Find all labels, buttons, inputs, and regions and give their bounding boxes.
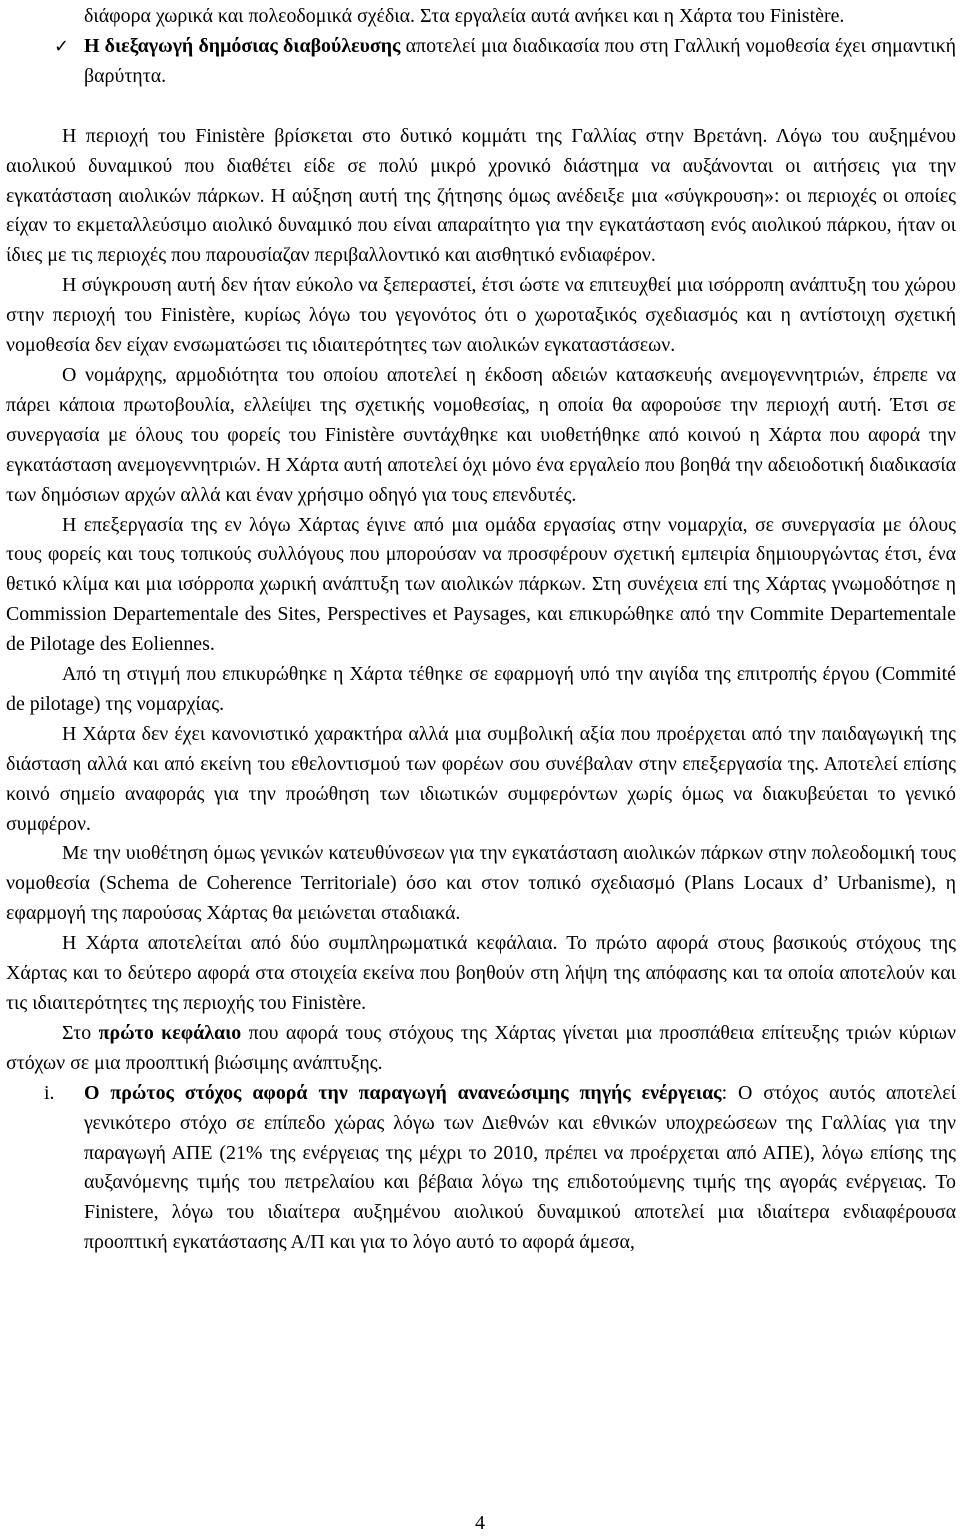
paragraph: Η Χάρτα δεν έχει κανονιστικό χαρακτήρα αλλά μια συμβολική αξία που προέρχεται από την παιδαγωγική της διάσταση αλλά και από εκείνη του εθελοντισμού των φορέων σου συνέβαλαν στην επεξεργασία της. Αποτελεί επίσης κοινό σημείο αναφοράς για την προώθηση των ιδιωτικών συμφερόντων χωρίς όμως να διακυβεύεται το γενικό συμφέρον. — [6, 722, 956, 835]
paragraph: Ο νομάρχης, αρμοδιότητα του οποίου αποτελεί η έκδοση αδειών κατασκευής ανεμογεννητριών, έπρεπε να πάρει κάποια πρωτοβουλία, ελλείψει της σχετικής νομοθεσίας, η οποία θα αφορούσε την περιοχή αυτή. Έτσι σε συνεργασία με όλους του φορείς του Finistère συντάχθηκε και υιοθετήθηκε από κοινού η Χάρτα που αφορά την εγκατάσταση ανεμογεννητριών. Η Χάρτα αυτή αποτελεί όχι μόνο ένα εργαλείο που βοηθά την αδειοδοτική διαδικασία των δημόσιων αρχών αλλά και έναν χρήσιμο οδηγό για τους επενδυτές. — [6, 363, 956, 506]
document-body — [6, 2, 956, 1258]
bullet-item — [6, 32, 956, 92]
paragraph: Η περιοχή του Finistère βρίσκεται στο δυτικό κομμάτι της Γαλλίας στην Βρετάνη. Λόγω του αυξημένου αιολικού δυναμικού που διαθέτει είδε σε πολύ μικρό χρονικό διάστημα να αυξάνονται οι αιτήσεις για την εγκατάσταση αιολικών πάρκων. Η αύξηση αυτή της ζήτησης όμως ανέδειξε μια «σύγκρουση»: οι περιοχές οι οποίες είχαν το εκμεταλλεύσιμο αιολικό δυναμικό που είναι απαραίτητο για την εγκατάσταση ενός αιολικού πάρκου, ήταν οι ίδιες με τις περιοχές που παρουσίαζαν περιβαλλοντικό και αισθητικό ενδιαφέρον. — [6, 124, 956, 267]
chapter-bold-text: πρώτο κεφάλαιο — [98, 1021, 242, 1044]
checkmark-icon: ✓ — [54, 35, 70, 57]
paragraph: Η επεξεργασία της εν λόγω Χάρτας έγινε από μια ομάδα εργασίας στην νομαρχία, σε συνεργασία με όλους τους φορείς και τους τοπικούς συλλόγους που μπορούσαν να προσφέρουν σχετική εμπειρία δημιουργώντας έτσι, ένα θετικό κλίμα και μια ισόρροπα χωρική ανάπτυξη των αιολικών πάρκων. Στη συνέχεια επί της Χάρτας γνωμοδότησε η Commission Departementale des Sites, Perspectives et Paysages, και επικυρώθηκε από την Commite Departementale de Pilotage des Eoliennes. — [6, 513, 956, 656]
list-marker: i. — [44, 1081, 55, 1104]
paragraph: Με την υιοθέτηση όμως γενικών κατευθύνσεων για την εγκατάσταση αιολικών πάρκων στην πολεοδομική τους νομοθεσία (Schema de Coherence Territoriale) όσο και στον τοπικό σχεδιασμό (Plans Locaux d’ Urbanisme), η εφαρμογή της παρούσας Χάρτας θα μειώνεται σταδιακά. — [6, 842, 956, 925]
chapter-text-before: Στο — [62, 1021, 99, 1044]
chapter-paragraph — [6, 1019, 956, 1079]
chapter-text-after: που αφορά τους στόχους της Χάρτας γίνεται μια προσπάθεια επίτευξης τριών κύριων στόχων σε μια προοπτική βιώσιμης ανάπτυξης. — [6, 1021, 956, 1074]
spacer — [6, 92, 956, 122]
paragraph: Η Χάρτα αποτελείται από δύο συμπληρωματικά κεφάλαια. Το πρώτο αφορά στους βασικούς στόχους της Χάρτας και το δεύτερο αφορά στα στοιχεία εκείνα που βοηθούν στη λήψη της απόφασης και τα οποία αποτελούν και τις ιδιαιτερότητες της περιοχής του Finistère. — [6, 932, 956, 1014]
list-item-bold-text: Ο πρώτος στόχος αφορά την παραγωγή ανανεώσιμης πηγής ενέργειας — [84, 1081, 722, 1104]
bullet-bold-text: Η διεξαγωγή δημόσιας διαβούλευσης — [84, 34, 401, 57]
paragraph: Από τη στιγμή που επικυρώθηκε η Χάρτα τέθηκε σε εφαρμογή υπό την αιγίδα της επιτροπής έργου (Commité de pilotage) της νομαρχίας. — [6, 663, 956, 715]
bullet-text: αποτελεί μια διαδικασία που στη Γαλλική νομοθεσία έχει σημαντική βαρύτητα. — [84, 34, 956, 87]
page-number: 4 — [475, 1512, 485, 1534]
continuation-paragraph: διάφορα χωρικά και πολεοδομικά σχέδια. Στα εργαλεία αυτά ανήκει και η Χάρτα του Finistère. — [84, 5, 845, 27]
paragraph: Η σύγκρουση αυτή δεν ήταν εύκολο να ξεπεραστεί, έτσι ώστε να επιτευχθεί μια ισόρροπη ανάπτυξη του χώρου στην περιοχή του Finistère, κυρίως λόγω του γεγονότος ότι ο χωροταξικός σχεδιασμός και η αντίστοιχη σχετική νομοθεσία δεν είχαν ενσωματώσει τις ιδιαιτερότητες των αιολικών εγκαταστάσεων. — [6, 274, 956, 357]
list-item — [6, 1079, 956, 1258]
list-item-text: : Ο στόχος αυτός αποτελεί γενικότερο στόχο σε επίπεδο χώρας λόγω των Διεθνών και εθνικών υποχρεώσεων της Γαλλίας για την παραγωγή ΑΠΕ (21% της ενέργειας της μέχρι το 2010, πρέπει να προέρχεται από ΑΠΕ), λόγω επίσης της αυξανόμενης τιμής του πετρελαίου και βέβαια λόγω της επιδοτούμενης τιμής της αγοράς ενέργειας. Το Finistere, λόγω του ιδιαίτερα αυξημένου αιολικού δυναμικού αποτελεί μια ιδιαίτερα ενδιαφέρουσα προοπτική εγκατάστασης Α/Π και για το λόγο αυτό το αφορά άμεσα, — [84, 1081, 957, 1254]
